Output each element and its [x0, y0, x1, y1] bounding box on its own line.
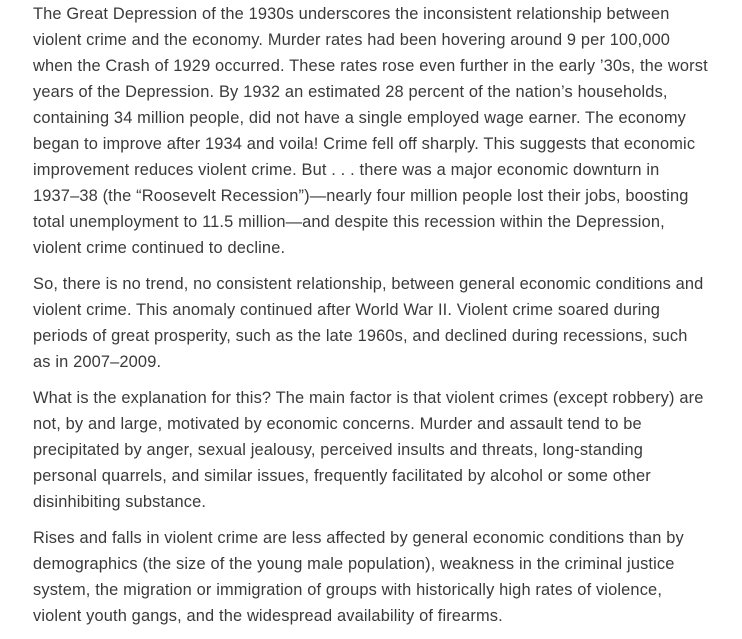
paragraph-other-factors: Rises and falls in violent crime are less affected by general economic conditions than by demographics (the size of the young male population), weakness in the criminal justice system, the migration or immigration of groups with historically high rates of violence, violent youth gangs, and the widespread availability of firearms.: [33, 529, 684, 625]
paragraph-explanation: What is the explanation for this? The main factor is that violent crimes (except robbery) are not, by and large, motivated by economic concerns. Murder and assault tend to be precipitated by anger, sexual jealousy, perceived insults and threats, long-standing personal quarrels, and similar issues, frequently facilitated by alcohol or some other disinhibiting substance.: [33, 389, 704, 511]
paragraph-no-trend: So, there is no trend, no consistent relationship, between general economic conditions and violent crime. This anomaly continued after World War II. Violent crime soared during periods of great prosperity, such as the late 1960s, and declined during recessions, such as in 2007–2009.: [33, 275, 704, 371]
paragraph-great-depression: The Great Depression of the 1930s underscores the inconsistent relationship between violent crime and the economy. Murder rates had been hovering around 9 per 100,000 when the Crash of 1929 occurred. These rates rose even further in the early ’30s, the worst years of the Depression. By 1932 an estimated 28 percent of the nation’s households, containing 34 million people, did not have a single employed wage earner. The economy began to improve after 1934 and voila! Crime fell off sharply. This suggests that economic improvement reduces violent crime. But . . . there was a major economic downturn in 1937–38 (the “Roosevelt Recession”)—nearly four million people lost their jobs, boosting total unemployment to 11.5 million—and despite this recession within the Depression, violent crime continued to decline.: [33, 5, 708, 257]
article-body: [33, 0, 709, 639]
